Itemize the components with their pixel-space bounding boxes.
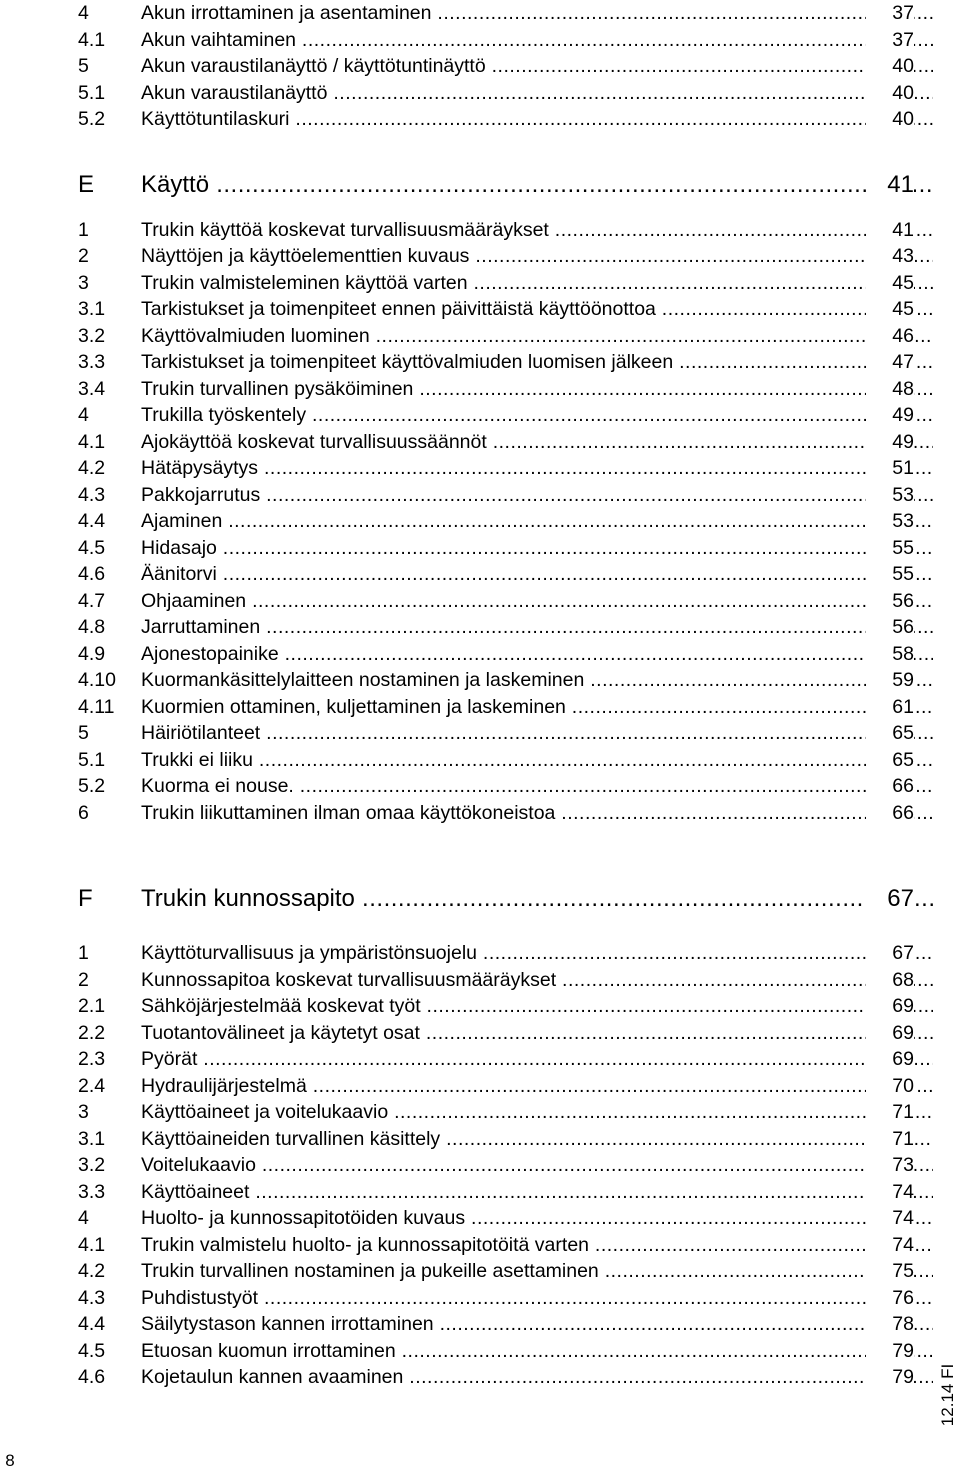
entry-page: 71 <box>866 1126 914 1153</box>
entry-title: Käyttövalmiuden luominen ..... <box>141 323 933 350</box>
entry-number: 2.2 <box>78 1021 106 1044</box>
entry-page: 59 <box>866 667 914 694</box>
entry-title: Kuormien ottaminen, kuljettaminen ja laskeminen ..... <box>141 694 933 721</box>
entry-page: 56 <box>866 614 914 641</box>
entry-page: 74 <box>866 1179 914 1206</box>
entry-number: 5.2 <box>78 775 106 797</box>
entry-title: Hätäpysäytys ..... <box>141 455 933 482</box>
entry-title: Sähköjärjestelmää koskevat työt ..... <box>141 993 933 1020</box>
toc-entry <box>78 376 914 403</box>
entry-page: 58 <box>866 641 914 668</box>
entry-page: 43 <box>866 243 914 270</box>
entry-number: 1 <box>78 218 89 241</box>
entry-title: Trukin turvallinen pysäköiminen ..... <box>141 376 933 403</box>
entry-number: 4.5 <box>78 1339 106 1362</box>
toc-entry <box>78 217 914 244</box>
entry-title: Näyttöjen ja käyttöelementtien kuvaus ..... <box>141 243 933 270</box>
toc-entry <box>78 588 914 615</box>
entry-title: Hidasajo ..... <box>141 535 933 562</box>
entry-title: Trukin käyttöä koskevat turvallisuusmääräykset ..... <box>141 217 933 244</box>
entry-title: Trukilla työskentely ..... <box>141 402 933 429</box>
toc-entry <box>78 106 914 133</box>
entry-title: Käyttötuntilaskuri ..... <box>141 106 933 133</box>
entry-title: Trukin turvallinen nostaminen ja pukeille asettaminen ..... <box>141 1258 933 1285</box>
entry-number: 3.4 <box>78 377 106 400</box>
entry-title: Ajokäyttöä koskevat turvallisuussäännöt ..... <box>141 429 933 456</box>
toc-entry <box>78 641 914 668</box>
entry-page: 47 <box>866 349 914 376</box>
entry-page: 46 <box>866 323 914 350</box>
entry-page: 65 <box>866 720 914 747</box>
entry-number: 4.2 <box>78 1260 106 1282</box>
entry-page: 48 <box>866 376 914 403</box>
entry-number: 4.3 <box>78 483 106 506</box>
entry-page: 79 <box>866 1338 914 1365</box>
entry-page: 53 <box>866 482 914 509</box>
entry-page: 49 <box>866 402 914 429</box>
entry-number: 4.5 <box>78 536 106 559</box>
entry-number: 4.8 <box>78 616 106 638</box>
entry-title: Käyttöaineiden turvallinen käsittely ..... <box>141 1126 933 1153</box>
section-letter: F <box>78 885 93 912</box>
toc-entry <box>78 667 914 694</box>
entry-title: Tuotantovälineet ja käytetyt osat ..... <box>141 1020 933 1047</box>
toc-group-e <box>78 217 914 827</box>
entry-number: 3.3 <box>78 351 106 373</box>
toc-entry <box>78 720 914 747</box>
toc-entry <box>78 1179 914 1206</box>
entry-number: 4.1 <box>78 1233 106 1256</box>
toc-entry <box>78 1099 914 1126</box>
toc-entry <box>78 694 914 721</box>
entry-page: 66 <box>866 773 914 800</box>
entry-number: 2.1 <box>78 995 106 1017</box>
toc-entry <box>78 967 914 994</box>
entry-title: Akun irrottaminen ja asentaminen ..... <box>141 0 933 27</box>
entry-page: 78 <box>866 1311 914 1338</box>
toc-entry <box>78 349 914 376</box>
toc-entry <box>78 1285 914 1312</box>
table-of-contents <box>78 0 914 1391</box>
entry-title: Kunnossapitoa koskevat turvallisuusmääräykset ..... <box>141 967 933 994</box>
entry-title: Trukin liikuttaminen ilman omaa käyttökoneistoa ..... <box>141 800 933 827</box>
entry-title: Trukki ei liiku ..... <box>141 747 933 774</box>
entry-title: Kuormankäsittelylaitteen nostaminen ja laskeminen ..... <box>141 667 933 694</box>
entry-page: 45 <box>866 270 914 297</box>
entry-page: 61 <box>866 694 914 721</box>
entry-title: Akun varaustilanäyttö ..... <box>141 80 933 107</box>
entry-number: 3.3 <box>78 1180 106 1203</box>
toc-entry <box>78 270 914 297</box>
toc-entry <box>78 296 914 323</box>
entry-page: 37 <box>866 0 914 27</box>
entry-title: Akun vaihtaminen ..... <box>141 27 933 54</box>
entry-title: Ajaminen ..... <box>141 508 933 535</box>
toc-entry <box>78 27 914 54</box>
entry-number: 1 <box>78 942 89 964</box>
toc-entry <box>78 1205 914 1232</box>
entry-number: 3.2 <box>78 1154 106 1176</box>
toc-entry <box>78 535 914 562</box>
entry-title: Käyttöturvallisuus ja ympäristönsuojelu ..... <box>141 940 933 967</box>
entry-number: 4.4 <box>78 1313 106 1335</box>
entry-page: 37 <box>866 27 914 54</box>
toc-entry <box>78 429 914 456</box>
section-title: Käyttö ..... <box>141 168 933 202</box>
entry-title: Ohjaaminen ..... <box>141 588 933 615</box>
toc-entry <box>78 402 914 429</box>
toc-entry <box>78 1258 914 1285</box>
entry-page: 65 <box>866 747 914 774</box>
toc-entry <box>78 747 914 774</box>
toc-entry <box>78 773 914 800</box>
entry-page: 79 <box>866 1364 914 1391</box>
entry-number: 4.4 <box>78 510 106 532</box>
entry-page: 41 <box>866 217 914 244</box>
entry-title: Säilytystason kannen irrottaminen ..... <box>141 1311 933 1338</box>
entry-page: 68 <box>866 967 914 994</box>
entry-number: 5.1 <box>78 81 106 104</box>
toc-entry <box>78 1126 914 1153</box>
entry-number: 4.3 <box>78 1286 106 1309</box>
section-heading-f <box>78 882 914 916</box>
entry-number: 4.10 <box>78 669 116 691</box>
entry-title: Trukin valmisteleminen käyttöä varten ..... <box>141 270 933 297</box>
toc-entry <box>78 1152 914 1179</box>
section-page: 41 <box>866 168 914 202</box>
entry-number: 4.2 <box>78 457 106 479</box>
entry-title: Voitelukaavio ..... <box>141 1152 933 1179</box>
entry-title: Kuorma ei nouse. ..... <box>141 773 933 800</box>
entry-number: 5.1 <box>78 748 106 771</box>
entry-title: Puhdistustyöt ..... <box>141 1285 933 1312</box>
entry-page: 74 <box>866 1205 914 1232</box>
entry-number: 4.7 <box>78 589 106 612</box>
toc-entry <box>78 1338 914 1365</box>
entry-page: 40 <box>866 106 914 133</box>
entry-number: 4.1 <box>78 430 106 453</box>
entry-number: 4.6 <box>78 1366 106 1388</box>
toc-entry <box>78 508 914 535</box>
entry-number: 4.9 <box>78 642 106 665</box>
entry-number: 5 <box>78 55 89 77</box>
entry-title: Trukin valmistelu huolto- ja kunnossapitotöitä varten ..... <box>141 1232 933 1259</box>
entry-title: Ajonestopainike ..... <box>141 641 933 668</box>
entry-page: 71 <box>866 1099 914 1126</box>
entry-title: Huolto- ja kunnossapitotöiden kuvaus ..... <box>141 1205 933 1232</box>
section-letter: E <box>78 170 95 198</box>
entry-page: 49 <box>866 429 914 456</box>
entry-number: 3.1 <box>78 1127 106 1150</box>
toc-entry <box>78 1046 914 1073</box>
page-number: 8 <box>5 1451 15 1470</box>
entry-page: 40 <box>866 53 914 80</box>
entry-page: 69 <box>866 993 914 1020</box>
entry-title: Tarkistukset ja toimenpiteet käyttövalmiuden luomisen jälkeen ..... <box>141 349 933 376</box>
entry-number: 4.11 <box>78 695 115 718</box>
entry-title: Kojetaulun kannen avaaminen ..... <box>141 1364 933 1391</box>
entry-page: 67 <box>866 940 914 967</box>
entry-title: Häiriötilanteet ..... <box>141 720 933 747</box>
toc-group-continued <box>78 0 914 133</box>
entry-number: 2 <box>78 245 89 267</box>
entry-page: 76 <box>866 1285 914 1312</box>
entry-number: 4 <box>78 404 89 426</box>
entry-number: 2.4 <box>78 1074 106 1097</box>
toc-group-f <box>78 940 914 1391</box>
entry-title: Pakkojarrutus ..... <box>141 482 933 509</box>
section-page: 67 <box>866 882 914 916</box>
entry-page: 55 <box>866 561 914 588</box>
entry-number: 2 <box>78 968 89 991</box>
toc-entry <box>78 940 914 967</box>
entry-page: 51 <box>866 455 914 482</box>
entry-page: 56 <box>866 588 914 615</box>
entry-number: 3 <box>78 1101 89 1123</box>
entry-page: 69 <box>866 1046 914 1073</box>
section-heading-e <box>78 168 914 202</box>
toc-entry <box>78 323 914 350</box>
entry-page: 55 <box>866 535 914 562</box>
entry-page: 74 <box>866 1232 914 1259</box>
toc-entry <box>78 482 914 509</box>
entry-title: Etuosan kuomun irrottaminen ..... <box>141 1338 933 1365</box>
entry-number: 3.2 <box>78 324 106 347</box>
toc-entry <box>78 993 914 1020</box>
entry-title: Käyttöaineet ..... <box>141 1179 933 1206</box>
toc-entry <box>78 1020 914 1047</box>
toc-entry <box>78 1073 914 1100</box>
toc-entry <box>78 614 914 641</box>
entry-page: 69 <box>866 1020 914 1047</box>
toc-entry <box>78 53 914 80</box>
toc-entry <box>78 80 914 107</box>
entry-page: 70 <box>866 1073 914 1100</box>
entry-number: 6 <box>78 801 89 824</box>
entry-page: 75 <box>866 1258 914 1285</box>
toc-entry <box>78 455 914 482</box>
toc-entry <box>78 1232 914 1259</box>
entry-number: 2.3 <box>78 1048 106 1070</box>
section-title: Trukin kunnossapito ..... <box>141 882 933 916</box>
entry-number: 5 <box>78 722 89 744</box>
entry-number: 4.6 <box>78 563 106 585</box>
entry-number: 4 <box>78 2 89 24</box>
entry-title: Akun varaustilanäyttö / käyttötuntinäyttö ..... <box>141 53 933 80</box>
entry-page: 45 <box>866 296 914 323</box>
entry-title: Käyttöaineet ja voitelukaavio ..... <box>141 1099 933 1126</box>
entry-title: Äänitorvi ..... <box>141 561 933 588</box>
entry-page: 66 <box>866 800 914 827</box>
entry-title: Pyörät ..... <box>141 1046 933 1073</box>
entry-number: 5.2 <box>78 108 106 130</box>
entry-page: 73 <box>866 1152 914 1179</box>
entry-number: 3 <box>78 271 89 294</box>
entry-page: 40 <box>866 80 914 107</box>
toc-entry <box>78 561 914 588</box>
toc-entry <box>78 1364 914 1391</box>
toc-entry <box>78 0 914 27</box>
toc-entry <box>78 800 914 827</box>
entry-number: 4 <box>78 1207 89 1229</box>
entry-number: 3.1 <box>78 298 106 320</box>
entry-number: 4.1 <box>78 28 106 51</box>
entry-title: Tarkistukset ja toimenpiteet ennen päivittäistä käyttöönottoa ..... <box>141 296 933 323</box>
entry-title: Hydraulijärjestelmä ..... <box>141 1073 933 1100</box>
toc-entry <box>78 1311 914 1338</box>
toc-entry <box>78 243 914 270</box>
edition-label: 12.14 FI <box>938 1363 957 1427</box>
entry-title: Jarruttaminen ..... <box>141 614 933 641</box>
entry-page: 53 <box>866 508 914 535</box>
